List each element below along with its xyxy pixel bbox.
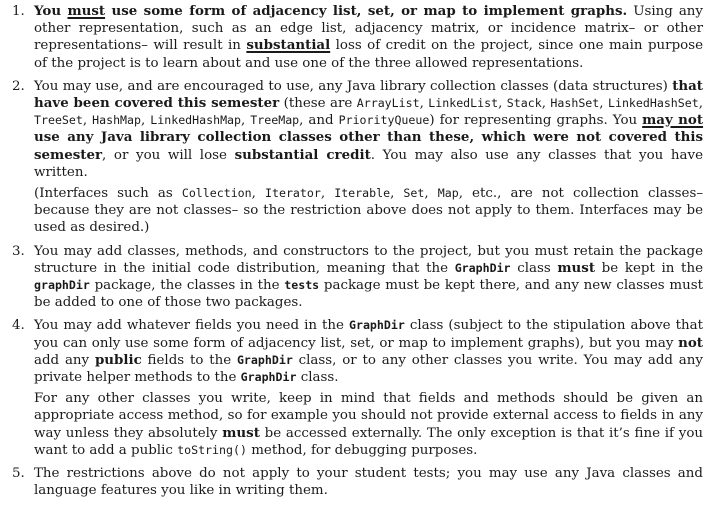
text-run: method, for debugging purposes. (246, 442, 478, 458)
text-run: , (424, 186, 438, 202)
code-term: graphDir (34, 278, 90, 293)
code-term: HashSet (550, 96, 600, 111)
item-paragraph (34, 78, 703, 181)
item-paragraph-note (34, 185, 703, 237)
text-run: , (320, 186, 335, 202)
code-term: TreeMap (250, 113, 300, 128)
item-number: 1. (12, 4, 25, 19)
code-term: Iterable (334, 186, 391, 201)
list-item-1 (10, 3, 703, 72)
text-run: (Interfaces such as (34, 186, 182, 202)
text-run: , (390, 186, 404, 202)
code-term: Map (437, 186, 459, 201)
text-run: fields to the (141, 352, 237, 368)
text-run: (these are (279, 96, 357, 112)
text-run: The restrictions above do not apply to your student tests; you may use any Java classes and language features you like in writing them. (34, 466, 703, 499)
code-term: LinkedList (428, 96, 499, 111)
item-number: 2. (12, 78, 25, 94)
code-term: Set (403, 186, 425, 201)
text-run: , (541, 96, 551, 112)
text-run: . You may also use any classes that you have written. (34, 147, 703, 180)
item-paragraph-note (34, 390, 703, 459)
text-run: package, the classes in the (89, 278, 285, 294)
emphasis-bold: use some form of adjacency list, set, or map to implement graphs. (105, 3, 628, 19)
text-run: , (141, 113, 151, 129)
text-run: , (599, 96, 608, 112)
text-run: , (498, 96, 507, 112)
list-item-4 (10, 317, 703, 459)
list-item-5 (10, 465, 703, 499)
emphasis-bold: not (678, 334, 703, 351)
text-run: class, or to any other classes you write. You may add any private helper methods to the (34, 352, 703, 386)
text-run: be kept in the (595, 260, 703, 276)
emphasis-bold: public (94, 351, 142, 368)
emphasis-underlined: may not (642, 112, 704, 129)
code-term: PriorityQueue (338, 113, 430, 128)
text-run: , (419, 96, 429, 112)
item-paragraph (34, 243, 703, 312)
code-term: tests (284, 278, 320, 293)
text-run: add any (34, 352, 95, 368)
text-run: ) for representing graphs. You (429, 113, 643, 129)
emphasis-bold: must (222, 424, 260, 441)
code-term: Stack (506, 96, 542, 111)
emphasis-bold: substantial credit (234, 146, 371, 163)
text-run: class (510, 260, 558, 276)
code-term: Iterator (265, 186, 321, 201)
text-run: Using any other representation, such as an edge list, adjacency matrix, or incidence matrix– or other representations– will result in (34, 4, 703, 54)
code-term: LinkedHashSet (607, 96, 699, 111)
text-run: , etc., are not collection classes– because they are not classes– so the restriction above does not apply to them. Interfaces may be used as desired.) (34, 186, 704, 236)
code-term: toString() (177, 442, 247, 457)
emphasis-bold: must (557, 259, 596, 276)
text-run: For any other classes you write, keep in mind that fields and methods should be given an appropriate access method, so for example you should not provide external access to fields in any way unless they absolutely (34, 391, 703, 441)
text-run: , and (299, 113, 339, 129)
text-run: You may use, and are encouraged to use, any Java library collection classes (data structures) (34, 78, 673, 94)
text-run: , (698, 96, 703, 112)
text-run: You may add classes, methods, and constructors to the project, but you must retain the package structure in the initial code distribution, meaning that the (34, 243, 703, 276)
code-term: Collection (181, 186, 252, 201)
code-term: ArrayList (356, 96, 420, 111)
code-term: LinkedHashMap (150, 113, 242, 128)
item-number: 3. (12, 243, 25, 259)
text-run: , (241, 113, 251, 129)
emphasis-bold: that have been covered this semester (34, 77, 703, 112)
item-number: 4. (12, 318, 25, 334)
text-run: loss of credit on the project, since one main purpose of the project is to learn about and use one of the three allowed representations. (34, 38, 703, 71)
emphasis-underlined: substantial (246, 37, 331, 54)
text-run: package must be kept there, and any new classes must be added to one of those two packages. (34, 278, 703, 311)
code-term: GraphDir (348, 318, 405, 333)
text-run: , (82, 113, 93, 129)
text-run: You may add whatever fields you need in the (34, 318, 349, 334)
text-run: class. (296, 370, 339, 386)
code-term: HashMap (92, 113, 142, 128)
text-run: , or you will lose (102, 147, 235, 163)
emphasis-underlined: must (67, 3, 106, 19)
item-number: 5. (12, 466, 25, 482)
code-term: GraphDir (236, 352, 293, 367)
item-paragraph (34, 3, 703, 72)
emphasis-bold: use any Java library collection classes other than these, which were not covered this semester (34, 129, 703, 163)
text-run: class (subject to the stipulation above that you can only use some form of adjacency list, set, or map to implement graphs), but you may (34, 318, 703, 351)
emphasis-bold: You (34, 3, 68, 19)
code-term: GraphDir (454, 260, 511, 275)
text-run: , (251, 186, 266, 202)
text-run: be accessed externally. The only exception is that it’s fine if you want to add a public (34, 425, 704, 458)
code-term: TreeSet (34, 113, 83, 128)
list-item-3 (10, 243, 703, 312)
list-item-2 (10, 78, 703, 237)
item-paragraph (34, 465, 703, 499)
item-paragraph (34, 317, 703, 386)
code-term: GraphDir (240, 370, 297, 385)
